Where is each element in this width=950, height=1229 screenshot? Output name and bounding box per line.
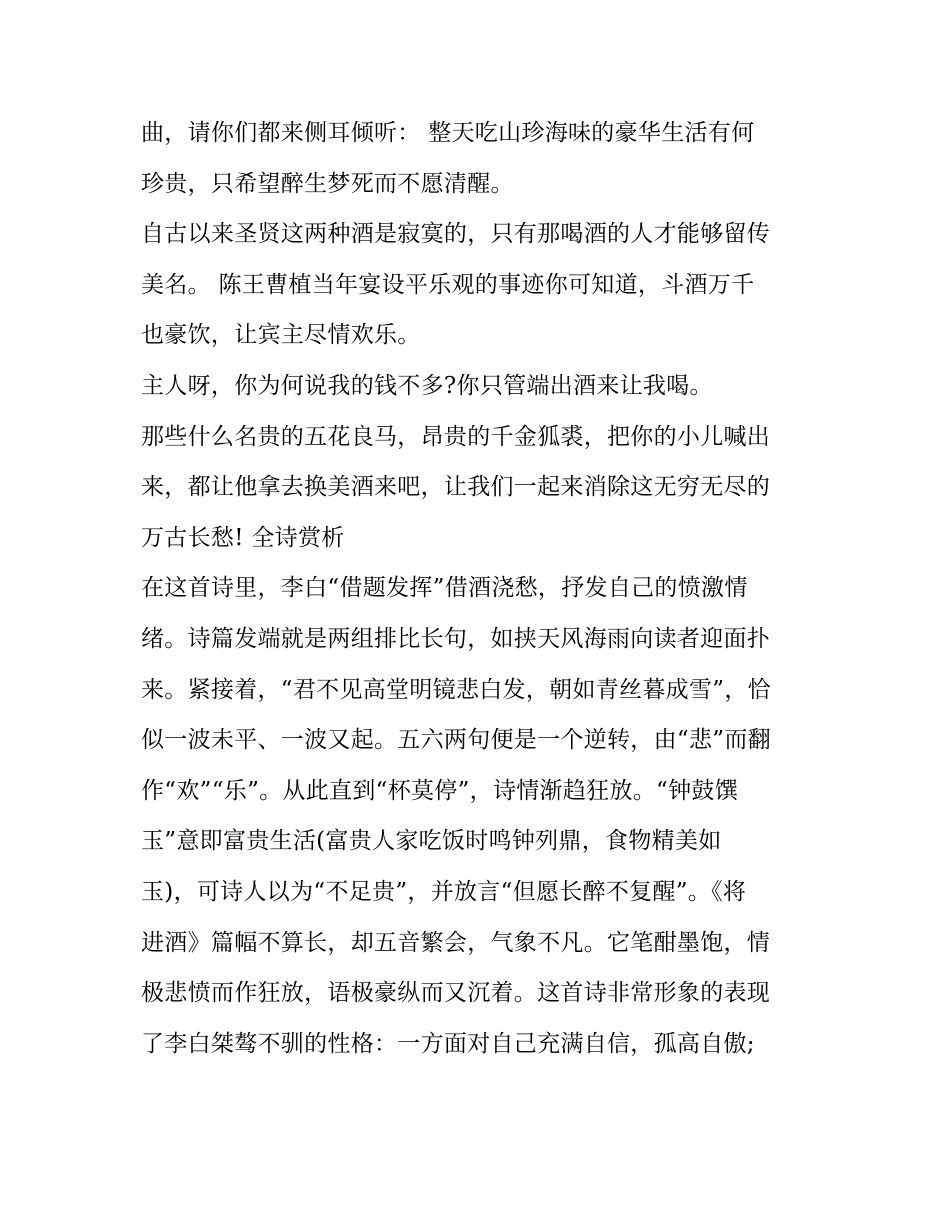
text-line: 来，都让他拿去换美酒来吧，让我们一起来消除这无穷无尽的 xyxy=(141,474,771,501)
text-line: 在这首诗里，李白“借题发挥”借酒浇愁，抒发自己的愤激情 xyxy=(141,575,748,602)
text-line: 玉”意即富贵生活(富贵人家吃饭时鸣钟列鼎，食物精美如 xyxy=(141,828,722,855)
text-line: 作“欢”“乐”。从此直到“杯莫停”，诗情渐趋狂放。“钟鼓馔 xyxy=(141,777,739,804)
text-line: 珍贵，只希望醉生梦死而不愿清醒。 xyxy=(141,170,514,197)
text-line: 了李白桀骜不驯的性格：一方面对自己充满自信，孤高自傲; xyxy=(141,1030,755,1057)
text-line: 美名。 陈王曹植当年宴设平乐观的事迹你可知道，斗酒万千 xyxy=(141,271,755,298)
text-line: 也豪饮，让宾主尽情欢乐。 xyxy=(141,322,421,349)
text-line: 进酒》篇幅不算长，却五音繁会，气象不凡。它笔酣墨饱，情 xyxy=(141,929,771,956)
text-line: 主人呀，你为何说我的钱不多?你只管端出酒来让我喝。 xyxy=(141,372,713,399)
text-line: 绪。诗篇发端就是两组排比长句，如挟天风海雨向读者迎面扑 xyxy=(141,625,771,652)
text-line: 极悲愤而作狂放，语极豪纵而又沉着。这首诗非常形象的表现 xyxy=(141,980,771,1007)
text-line: 似一波未平、一波又起。五六两句便是一个逆转，由“悲”而翻 xyxy=(141,727,771,754)
text-line: 那些什么名贵的五花良马，昂贵的千金狐裘，把你的小儿喊出 xyxy=(141,423,771,450)
text-line: 曲，请你们都来侧耳倾听： 整天吃山珍海味的豪华生活有何 xyxy=(141,120,755,146)
text-line: 玉)，可诗人以为“不足贵”，并放言“但愿长醉不复醒”。《将 xyxy=(141,878,747,905)
document-body xyxy=(141,108,821,1069)
text-line: 万古长愁! 全诗赏析 xyxy=(141,524,345,551)
text-line: 自古以来圣贤这两种酒是寂寞的，只有那喝酒的人才能够留传 xyxy=(141,221,771,248)
text-line: 来。紧接着，“君不见高堂明镜悲白发，朝如青丝暮成雪”，恰 xyxy=(141,676,771,703)
